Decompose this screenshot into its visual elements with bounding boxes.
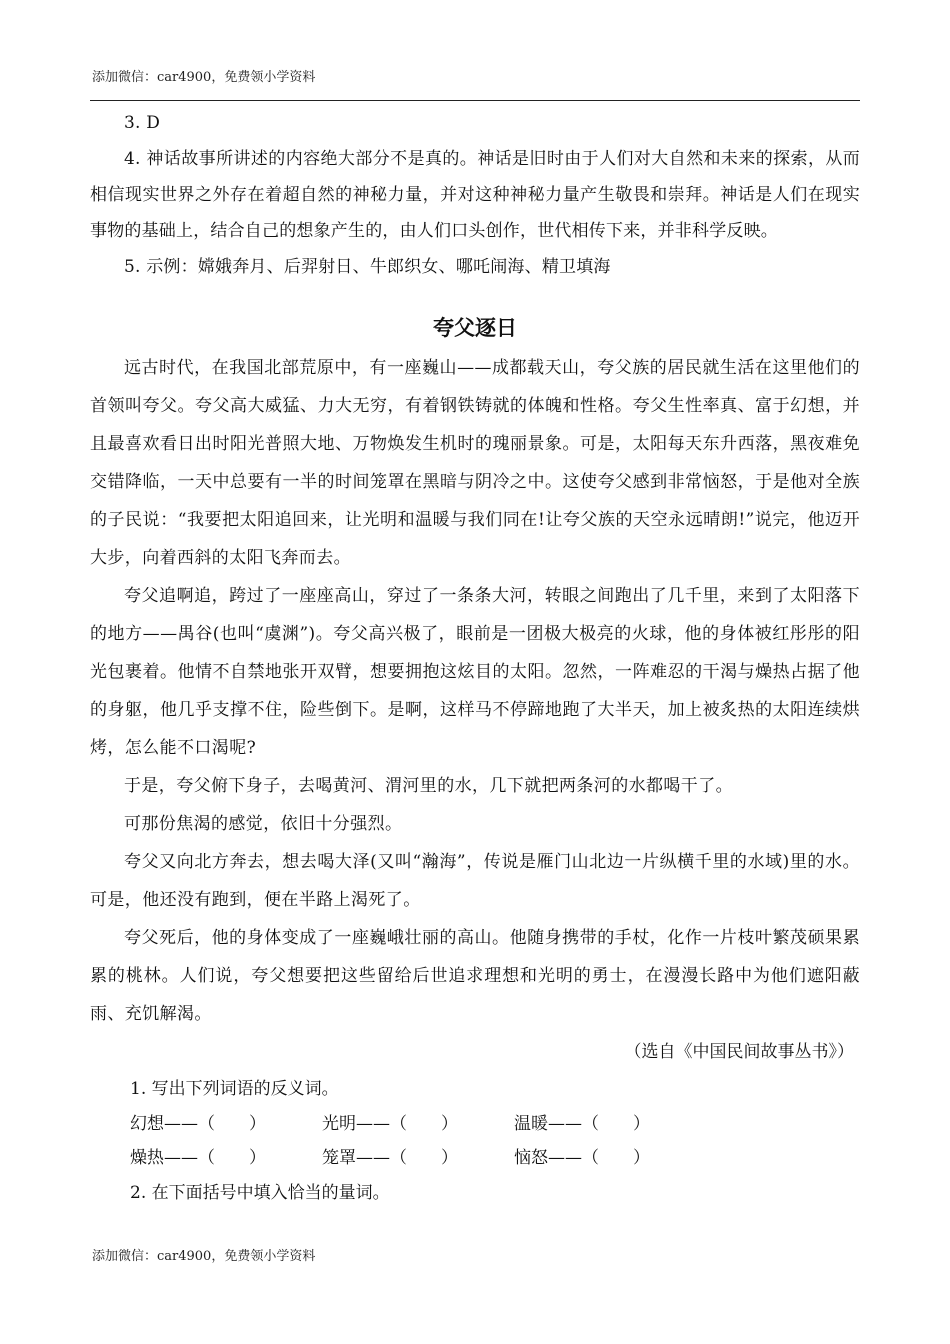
story-source: （选自《中国民间故事丛书》）: [624, 1042, 854, 1062]
antonym-blank: 笼罩——（ ）: [322, 1148, 458, 1168]
story-title: 夸父逐日: [433, 316, 517, 340]
antonym-row: [90, 1141, 860, 1175]
antonym-blank: 燥热——（ ）: [130, 1148, 266, 1168]
document-body: [90, 105, 860, 1211]
antonym-blank: 恼怒——（ ）: [514, 1148, 650, 1168]
story-paragraph: 夸父追啊追，跨过了一座座高山，穿过了一条条大河，转眼之间跑出了几千里，来到了太阳落下的地方——禺谷(也叫“虞渊”)。夸父高兴极了，眼前是一团极大极亮的火球，他的身体被红彤彤的阳光包裹着。他情不自禁地张开双臂，想要拥抱这炫目的太阳。忽然，一阵难忍的干渴与燥热占据了他的身躯，他几乎支撑不住，险些倒下。是啊，这样马不停蹄地跑了大半天，加上被炙热的太阳连续烘烤，怎么能不口渴呢?: [90, 586, 860, 758]
antonym-row: [90, 1107, 860, 1141]
story-paragraph: 可那份焦渴的感觉，依旧十分强烈。: [124, 814, 403, 834]
story-paragraph: 远古时代，在我国北部荒原中，有一座巍山——成都载天山，夸父族的居民就生活在这里他们的首领叫夸父。夸父高大威猛、力大无穷，有着钢铁铸就的体魄和性格。夸父生性率真、富于幻想，并且最喜欢看日出时阳光普照大地、万物焕发生机时的瑰丽景象。可是，太阳每天东升西落，黑夜难免交错降临，一天中总要有一半的时间笼罩在黑暗与阴冷之中。这使夸父感到非常恼怒，于是他对全族的子民说：“我要把太阳追回来，让光明和温暖与我们同在!让夸父族的天空永远晴朗!”说完，他迈开大步，向着西斜的太阳飞奔而去。: [90, 358, 860, 568]
question-1: 1. 写出下列词语的反义词。: [130, 1079, 339, 1099]
story-text: [90, 349, 860, 1071]
antonym-blank: 光明——（ ）: [322, 1114, 458, 1134]
question-2: 2. 在下面括号中填入恰当的量词。: [130, 1183, 390, 1203]
answer-4: 4. 神话故事所讲述的内容绝大部分不是真的。神话是旧时由于人们对大自然和未来的探索，从而相信现实世界之外存在着超自然的神秘力量，并对这种神秘力量产生敬畏和崇拜。神话是人们在现实事物的基础上，结合自己的想象产生的，由人们口头创作，世代相传下来，并非科学反映。: [90, 149, 860, 241]
question-section: [90, 1071, 860, 1211]
story-paragraph: 夸父又向北方奔去，想去喝大泽(又叫“瀚海”，传说是雁门山北边一片纵横千里的水域)里的水。可是，他还没有跑到，便在半路上渴死了。: [90, 852, 860, 910]
antonym-blank: 温暖——（ ）: [514, 1114, 650, 1134]
footer-note: 添加微信：car4900，免费领小学资料: [92, 1249, 316, 1264]
answer-section: [90, 105, 860, 285]
header-note: 添加微信：car4900，免费领小学资料: [92, 70, 316, 85]
story-paragraph: 夸父死后，他的身体变成了一座巍峨壮丽的高山。他随身携带的手杖，化作一片枝叶繁茂硕果累累的桃林。人们说，夸父想要把这些留给后世追求理想和光明的勇士，在漫漫长路中为他们遮阳蔽雨、充饥解渴。: [90, 928, 860, 1024]
story-paragraph: 于是，夸父俯下身子，去喝黄河、渭河里的水，几下就把两条河的水都喝干了。: [124, 776, 733, 796]
answer-3: 3. D: [124, 113, 161, 133]
answer-5: 5. 示例：嫦娥奔月、后羿射日、牛郎织女、哪吒闹海、精卫填海: [124, 257, 611, 277]
header-divider: [90, 100, 860, 101]
antonym-blank: 幻想——（ ）: [130, 1114, 266, 1134]
